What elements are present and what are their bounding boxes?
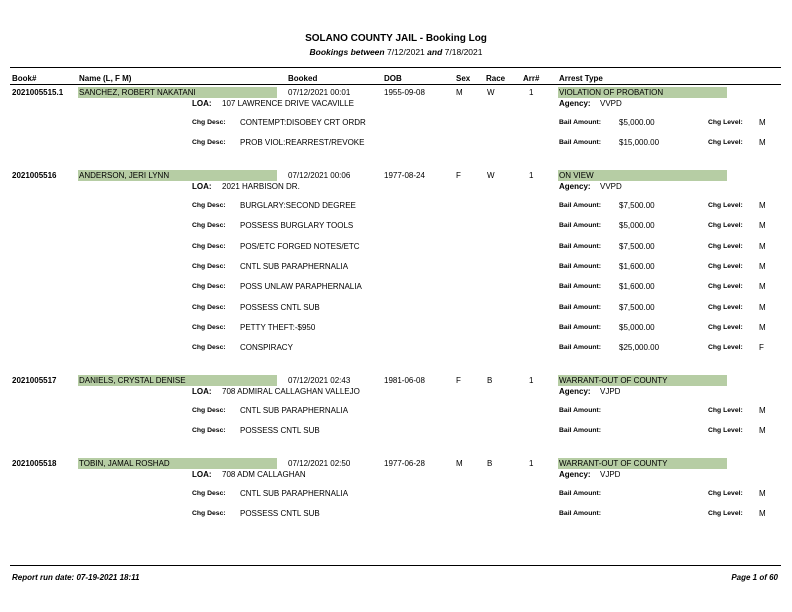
charge-level-label: Chg Level: <box>708 119 743 126</box>
charge-desc-label: Chg Desc: <box>192 283 226 291</box>
charge-description: BURGLARY:SECOND DEGREE <box>240 201 356 210</box>
header-top-rule <box>10 67 781 68</box>
bail-amount-value: $25,000.00 <box>619 343 660 353</box>
agency-value: VVPD <box>600 182 622 191</box>
bail-amount-label: Bail Amount: <box>559 303 602 311</box>
agency-label: Agency: <box>559 387 591 396</box>
charge-description: PETTY THEFT:-$950 <box>240 322 316 332</box>
sex-value: F <box>456 171 461 180</box>
date-of-birth: 1981-06-08 <box>384 376 425 385</box>
charge-description: POSSESS CNTL SUB <box>240 426 320 436</box>
col-header-book: Book# <box>12 74 37 83</box>
charge-level-value: M <box>759 406 766 415</box>
report-subtitle <box>0 47 792 57</box>
charge-level-value: M <box>759 241 766 251</box>
report-run-date: Report run date: 07-19-2021 18:11 <box>12 573 140 582</box>
charge-level-label: Chg Level: <box>708 323 743 331</box>
charge-level-label: Chg Level: <box>708 283 743 291</box>
race-value: W <box>487 171 495 180</box>
bail-amount-value: $7,500.00 <box>619 201 655 210</box>
loa-label: LOA: <box>192 182 212 191</box>
charge-desc-label: Chg Desc: <box>192 242 226 250</box>
date-of-birth: 1977-08-24 <box>384 171 425 180</box>
charge-level-value: M <box>759 426 766 436</box>
charge-level-value: M <box>759 261 766 271</box>
charge-description: CNTL SUB PARAPHERNALIA <box>240 261 349 271</box>
charge-description: CONTEMPT:DISOBEY CRT ORDR <box>240 118 366 127</box>
charge-level-value: M <box>759 118 766 127</box>
bail-amount-label: Bail Amount: <box>559 283 602 291</box>
charge-level-label: Chg Level: <box>708 510 743 518</box>
inmate-name: DANIELS, CRYSTAL DENISE <box>78 375 277 386</box>
col-header-sex: Sex <box>456 74 471 83</box>
inmate-name: ANDERSON, JERI LYNN <box>78 170 277 181</box>
col-header-booked: Booked <box>288 74 318 83</box>
charge-description: POS/ETC FORGED NOTES/ETC <box>240 241 360 251</box>
charge-level-value: M <box>759 322 766 332</box>
loa-value: 107 LAWRENCE DRIVE VACAVILLE <box>222 99 354 108</box>
arrest-number: 1 <box>529 376 534 385</box>
charge-desc-label: Chg Desc: <box>192 222 226 230</box>
inmate-name: TOBIN, JAMAL ROSHAD <box>78 458 277 469</box>
col-header-dob: DOB <box>384 74 402 83</box>
loa-value: 708 ADM CALLAGHAN <box>222 470 306 479</box>
bail-amount-label: Bail Amount: <box>559 510 602 518</box>
booking-number: 2021005517 <box>12 376 57 385</box>
agency-label: Agency: <box>559 99 591 108</box>
bail-amount-label: Bail Amount: <box>559 323 602 331</box>
race-value: B <box>487 459 493 468</box>
charge-level-value: M <box>759 201 766 210</box>
arrest-number: 1 <box>529 459 534 468</box>
bail-amount-value: $7,500.00 <box>619 302 655 312</box>
agency-value: VJPD <box>600 470 621 479</box>
booked-datetime: 07/12/2021 00:06 <box>288 171 351 180</box>
date-of-birth: 1955-09-08 <box>384 88 425 97</box>
charge-desc-label: Chg Desc: <box>192 407 226 414</box>
bail-amount-label: Bail Amount: <box>559 202 602 209</box>
report-title: SOLANO COUNTY JAIL - Booking Log <box>305 33 487 44</box>
race-value: B <box>487 376 493 385</box>
charge-desc-label: Chg Desc: <box>192 490 226 497</box>
charge-description: CONSPIRACY <box>240 343 293 353</box>
date-of-birth: 1977-06-28 <box>384 459 425 468</box>
sex-value: F <box>456 376 461 385</box>
bail-amount-label: Bail Amount: <box>559 262 602 270</box>
col-header-arr: Arr# <box>523 74 540 83</box>
loa-label: LOA: <box>192 99 212 108</box>
charge-level-value: M <box>759 489 766 498</box>
col-header-race: Race <box>486 74 506 83</box>
bail-amount-value: $5,000.00 <box>619 221 655 231</box>
bail-amount-value: $5,000.00 <box>619 118 655 127</box>
charge-level-label: Chg Level: <box>708 303 743 311</box>
col-header-name: Name (L, F M) <box>79 74 132 83</box>
charge-description: CNTL SUB PARAPHERNALIA <box>240 489 349 498</box>
footer-rule <box>10 565 781 566</box>
charge-level-value: M <box>759 282 766 292</box>
charge-desc-label: Chg Desc: <box>192 139 226 147</box>
bail-amount-value: $15,000.00 <box>619 138 660 148</box>
charge-description: CNTL SUB PARAPHERNALIA <box>240 406 349 415</box>
bail-amount-value: $5,000.00 <box>619 322 655 332</box>
charge-desc-label: Chg Desc: <box>192 202 226 209</box>
subtitle-prefix: Bookings between <box>309 47 385 57</box>
arrest-type: VIOLATION OF PROBATION <box>558 87 727 98</box>
header-bottom-rule <box>10 84 781 85</box>
subtitle-and: and <box>427 47 443 57</box>
charge-description: POSSESS CNTL SUB <box>240 509 320 519</box>
charge-level-value: M <box>759 509 766 519</box>
charge-description: POSSESS BURGLARY TOOLS <box>240 221 354 231</box>
bail-amount-value: $1,600.00 <box>619 282 655 292</box>
bail-amount-label: Bail Amount: <box>559 427 602 435</box>
charge-level-label: Chg Level: <box>708 242 743 250</box>
charge-desc-label: Chg Desc: <box>192 510 226 518</box>
charge-desc-label: Chg Desc: <box>192 323 226 331</box>
inmate-name: SANCHEZ, ROBERT NAKATANI <box>78 87 277 98</box>
sex-value: M <box>456 459 463 468</box>
charge-level-label: Chg Level: <box>708 344 743 352</box>
charge-description: PROB VIOL:REARREST/REVOKE <box>240 138 365 148</box>
loa-value: 708 ADMIRAL CALLAGHAN VALLEJO <box>222 387 360 396</box>
start-date: 7/12/2021 <box>386 47 425 57</box>
charge-description: POSS UNLAW PARAPHERNALIA <box>240 282 362 292</box>
loa-label: LOA: <box>192 470 212 479</box>
booked-datetime: 07/12/2021 02:43 <box>288 376 351 385</box>
bail-amount-label: Bail Amount: <box>559 490 602 497</box>
booking-number: 2021005518 <box>12 459 57 468</box>
booked-datetime: 07/12/2021 02:50 <box>288 459 351 468</box>
bail-amount-label: Bail Amount: <box>559 139 602 147</box>
charge-desc-label: Chg Desc: <box>192 427 226 435</box>
booking-number: 2021005516 <box>12 171 57 180</box>
charge-desc-label: Chg Desc: <box>192 344 226 352</box>
loa-label: LOA: <box>192 387 212 396</box>
bail-amount-value: $1,600.00 <box>619 261 655 271</box>
arrest-number: 1 <box>529 171 534 180</box>
charge-level-label: Chg Level: <box>708 262 743 270</box>
arrest-type: WARRANT-OUT OF COUNTY <box>558 375 727 386</box>
charge-desc-label: Chg Desc: <box>192 303 226 311</box>
arrest-type: ON VIEW <box>558 170 727 181</box>
bail-amount-label: Bail Amount: <box>559 222 602 230</box>
end-date: 7/18/2021 <box>444 47 483 57</box>
charge-level-label: Chg Level: <box>708 139 743 147</box>
arrest-number: 1 <box>529 88 534 97</box>
bail-amount-value: $7,500.00 <box>619 241 655 251</box>
agency-value: VVPD <box>600 99 622 108</box>
agency-label: Agency: <box>559 182 591 191</box>
charge-level-value: F <box>759 343 764 353</box>
charge-level-value: M <box>759 302 766 312</box>
charge-level-value: M <box>759 221 766 231</box>
charge-level-value: M <box>759 138 766 148</box>
charge-desc-label: Chg Desc: <box>192 119 226 126</box>
charge-desc-label: Chg Desc: <box>192 262 226 270</box>
bail-amount-label: Bail Amount: <box>559 242 602 250</box>
booking-number: 2021005515.1 <box>12 88 64 97</box>
booked-datetime: 07/12/2021 00:01 <box>288 88 351 97</box>
bail-amount-label: Bail Amount: <box>559 407 602 414</box>
charge-level-label: Chg Level: <box>708 427 743 435</box>
charge-level-label: Chg Level: <box>708 222 743 230</box>
agency-value: VJPD <box>600 387 621 396</box>
arrest-type: WARRANT-OUT OF COUNTY <box>558 458 727 469</box>
race-value: W <box>487 88 495 97</box>
charge-level-label: Chg Level: <box>708 202 743 209</box>
loa-value: 2021 HARBISON DR. <box>222 182 300 191</box>
charge-level-label: Chg Level: <box>708 407 743 414</box>
bail-amount-label: Bail Amount: <box>559 119 602 126</box>
charge-level-label: Chg Level: <box>708 490 743 497</box>
page-number: Page 1 of 60 <box>731 573 778 582</box>
col-header-arrest-type: Arrest Type <box>559 74 603 83</box>
bail-amount-label: Bail Amount: <box>559 344 602 352</box>
agency-label: Agency: <box>559 470 591 479</box>
sex-value: M <box>456 88 463 97</box>
charge-description: POSSESS CNTL SUB <box>240 302 320 312</box>
